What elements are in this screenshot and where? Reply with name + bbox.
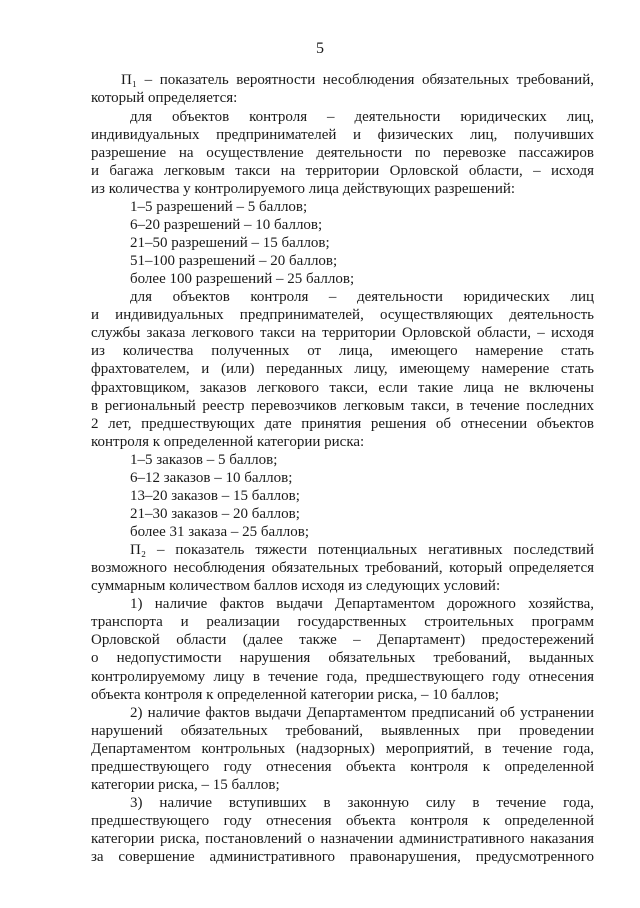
text-line: контроля к определенной категории риска:: [91, 434, 365, 450]
text-line: который определяется:: [91, 90, 238, 106]
list-item: 51–100 разрешений – 20 баллов;: [130, 253, 338, 269]
text-line: в региональный реестр перевозчиков легковым такси, в течение последних: [91, 398, 594, 414]
text-line: транспорта и реализации государственных строительных программ: [91, 614, 594, 630]
text-line: разрешение на осуществление деятельности по перевозке пассажиров: [91, 145, 594, 161]
text-line: и багажа легковым такси на территории Орловской области, – исходя: [91, 163, 594, 179]
text-line: из количества у контролируемого лица действующих разрешений:: [91, 181, 516, 197]
text-line: суммарным количеством баллов исходя из следующих условий:: [91, 578, 501, 594]
text-line: категории риска, постановлений о назначении административного наказания: [91, 831, 594, 847]
text-line: П₂ – показатель тяжести потенциальных негативных последствий: [130, 542, 594, 558]
text-line: 2 лет, предшествующих дате принятия решения об отнесении объектов: [91, 416, 594, 432]
page-number: 5: [316, 40, 324, 57]
text-line: фрахтователем, и (или) переданных лицу, имеющему намерение стать: [91, 361, 594, 377]
list-item: 21–30 заказов – 20 баллов;: [130, 506, 300, 522]
text-line: о недопустимости нарушения обязательных требований, выданных: [91, 650, 594, 666]
text-line: службы заказа легкового такси на территории Орловской области, – исходя: [91, 325, 594, 341]
text-line: за совершение административного правонарушения, предусмотренного: [91, 849, 594, 865]
list-item: более 100 разрешений – 25 баллов;: [130, 271, 355, 287]
text-line: предшествующего году отнесения объекта контроля к определенной: [91, 759, 594, 775]
numbered-item: 3) наличие вступивших в законную силу в течение года,: [130, 795, 594, 811]
text-line: возможного несоблюдения обязательных требований, который определяется: [91, 560, 594, 576]
list-item: 6–20 разрешений – 10 баллов;: [130, 217, 323, 233]
list-item: 1–5 заказов – 5 баллов;: [130, 452, 278, 468]
text-line: для объектов контроля – деятельности юридических лиц,: [130, 109, 594, 125]
text-line: из количества полученных от лица, имеющего намерение стать: [91, 343, 594, 359]
text-line: нарушений обязательных требований, выявленных при проведении: [91, 723, 594, 739]
text-line: Орловской области (далее также – Департамент) предостережений: [91, 632, 594, 648]
text-line: и индивидуальных предпринимателей, осуществляющих деятельность: [91, 307, 594, 323]
list-item: более 31 заказа – 25 баллов;: [130, 524, 310, 540]
list-item: 21–50 разрешений – 15 баллов;: [130, 235, 330, 251]
text-line: Департаментом контрольных (надзорных) мероприятий, в течение года,: [91, 741, 594, 757]
text-line: фрахтовщиком, заказов легкового такси, если такие лица не включены: [91, 380, 594, 396]
text-line: П₁ – показатель вероятности несоблюдения обязательных требований,: [121, 72, 594, 88]
text-line: категории риска, – 15 баллов;: [91, 777, 280, 793]
text-line: объекта контроля к определенной категории риска, – 10 баллов;: [91, 687, 500, 703]
list-item: 13–20 заказов – 15 баллов;: [130, 488, 300, 504]
text-line: индивидуальных предпринимателей и физических лиц, получивших: [91, 127, 594, 143]
text-line: контролируемому лицу в течение года, предшествующего году отнесения: [91, 669, 594, 685]
numbered-item: 2) наличие фактов выдачи Департаментом предписаний об устранении: [130, 705, 594, 721]
numbered-item: 1) наличие фактов выдачи Департаментом дорожного хозяйства,: [130, 596, 594, 612]
list-item: 1–5 разрешений – 5 баллов;: [130, 199, 308, 215]
list-item: 6–12 заказов – 10 баллов;: [130, 470, 293, 486]
text-line: для объектов контроля – деятельности юридических лиц: [130, 289, 594, 305]
text-line: предшествующего году отнесения объекта контроля к определенной: [91, 813, 594, 829]
